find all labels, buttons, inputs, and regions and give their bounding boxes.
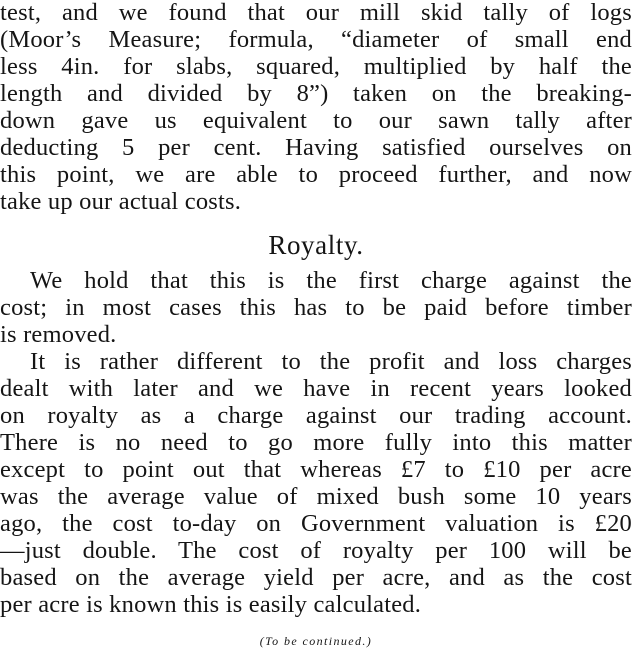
paragraph-1-line: deducting 5 per cent. Having satisfied ourselves on — [0, 134, 632, 161]
paragraph-1-line: test, and we found that our mill skid tally of logs — [0, 0, 632, 26]
paragraph-3-line: was the average value of mixed bush some 10 years — [0, 483, 632, 510]
paragraph-2-line: is removed. — [0, 321, 117, 348]
paragraph-3-line: based on the average yield per acre, and as the cost — [0, 564, 632, 591]
paragraph-1-line: take up our actual costs. — [0, 188, 242, 215]
paragraph-1-line: down gave us equivalent to our sawn tally after — [0, 107, 632, 134]
paragraph-3-line: —just double. The cost of royalty per 100 will be — [0, 537, 632, 564]
continued-note: (To be continued.) — [259, 634, 373, 648]
paragraph-2-line: We hold that this is the first charge against the — [30, 267, 632, 294]
paragraph-3-line: dealt with later and we have in recent years looked — [0, 375, 632, 402]
paragraph-3-line: on royalty as a charge against our trading account. — [0, 402, 632, 429]
paragraph-3-line: It is rather different to the profit and loss charges — [30, 348, 632, 375]
paragraph-3-line: There is no need to go more fully into this matter — [0, 429, 632, 456]
paragraph-1-line: (Moor’s Measure; formula, “diameter of small end — [0, 26, 632, 53]
paragraph-3-line: ago, the cost to-day on Government valuation is £20 — [0, 510, 632, 537]
paragraph-3-line: except to point out that whereas £7 to £10 per acre — [0, 456, 632, 483]
paragraph-1-line: length and divided by 8”) taken on the breaking- — [0, 80, 632, 107]
paragraph-1-line: this point, we are able to proceed further, and now — [0, 161, 632, 188]
paragraph-2-line: cost; in most cases this has to be paid before timber — [0, 294, 632, 321]
paragraph-3-line: per acre is known this is easily calculated. — [0, 591, 422, 618]
section-heading: Royalty. — [268, 230, 364, 260]
paragraph-1-line: less 4in. for slabs, squared, multiplied by half the — [0, 53, 632, 80]
